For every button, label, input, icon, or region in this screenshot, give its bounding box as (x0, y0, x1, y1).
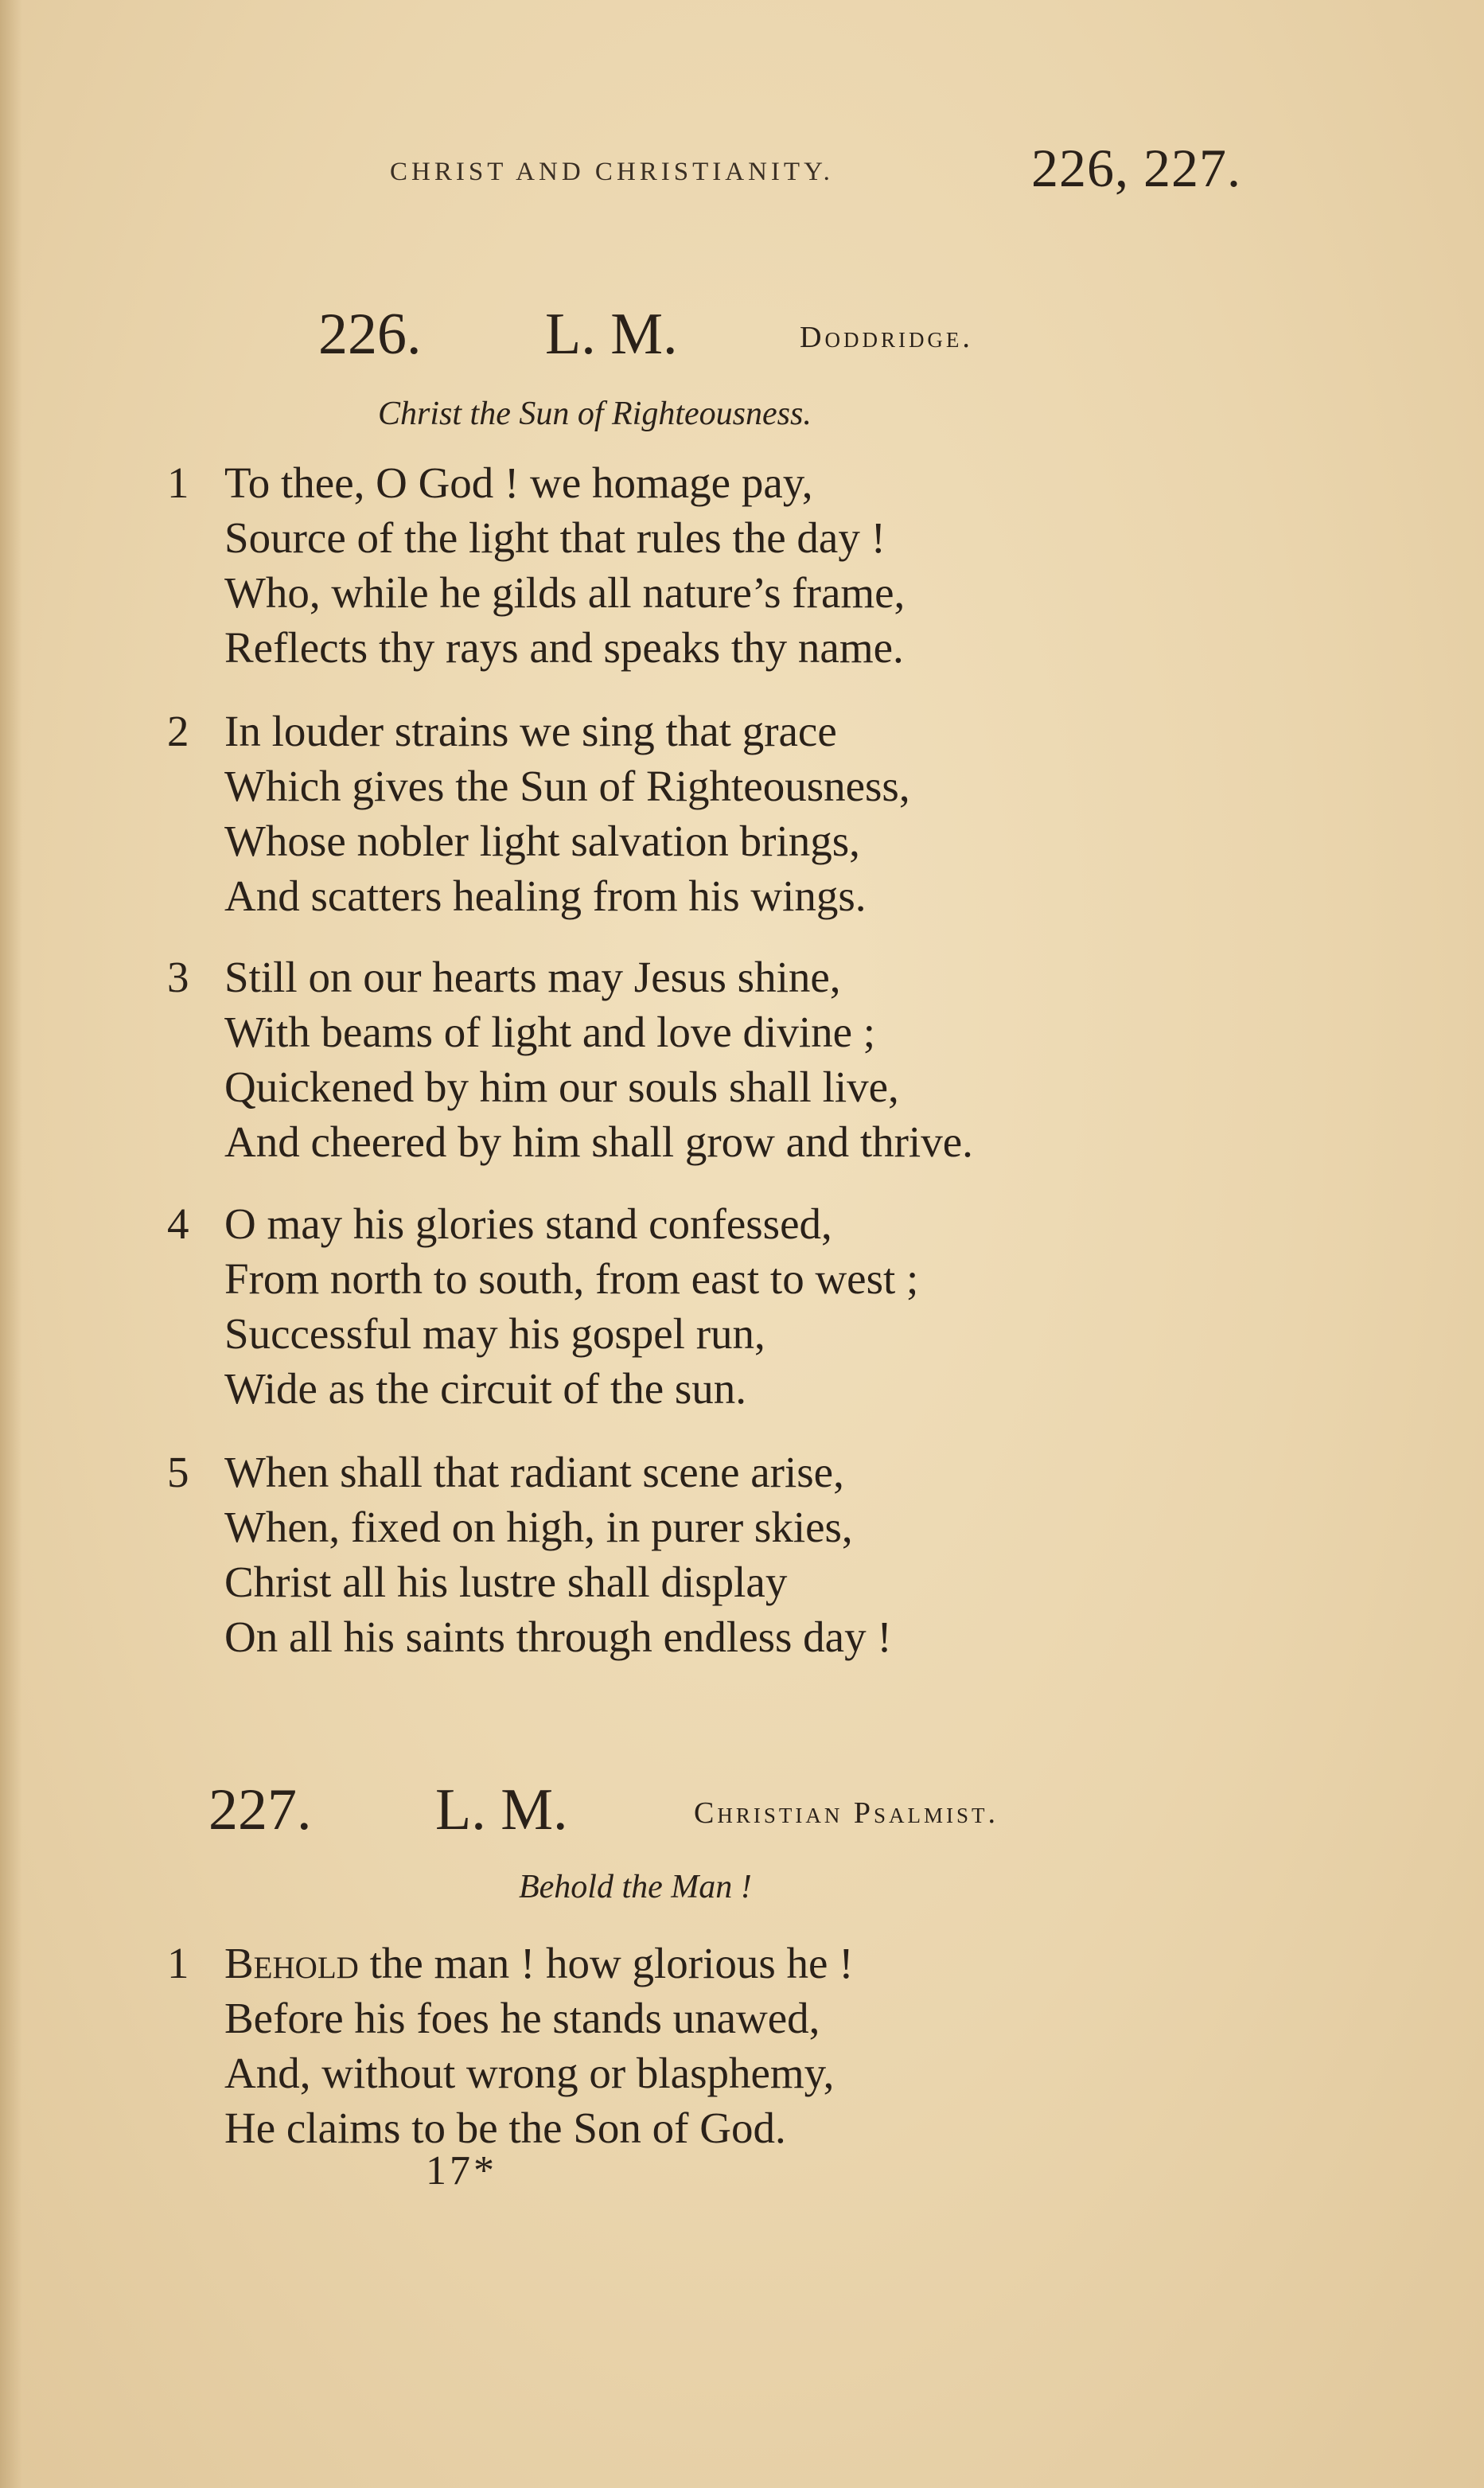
verse-line: In louder strains we sing that grace (224, 707, 837, 755)
verse-line (224, 1936, 854, 1991)
hymn-226-header (318, 301, 1114, 372)
verse-line: On all his saints through endless day ! (224, 1613, 892, 1661)
stanza-1 (167, 455, 1202, 678)
verse-line: From north to south, from east to west ; (224, 1254, 919, 1303)
stanza-5 (167, 1445, 1202, 1667)
hymn-meter: L. M. (435, 1777, 568, 1843)
stanza-3 (167, 950, 1202, 1172)
verse-line: Who, while he gilds all nature’s frame, (224, 568, 906, 617)
signature-mark: 17* (426, 2148, 497, 2194)
verse-line: Reflects thy rays and speaks thy name. (224, 623, 904, 672)
verse-line: O may his glories stand confessed, (224, 1199, 832, 1248)
stanza-number: 1 (167, 458, 189, 507)
running-head-title: CHRIST AND CHRISTIANITY. (390, 158, 834, 186)
stanza-number: 1 (167, 1939, 189, 1987)
stanza-number: 4 (167, 1199, 189, 1248)
verse-line: Quickened by him our souls shall live, (224, 1063, 899, 1111)
hymn-number: 227. (208, 1777, 312, 1843)
hymn-author: Doddridge. (800, 321, 973, 354)
stanza-2 (167, 704, 1202, 926)
verse-line: And scatters healing from his wings. (224, 872, 867, 920)
verse-line: When shall that radiant scene arise, (224, 1448, 844, 1496)
stanza-1 (167, 1936, 1202, 2158)
verse-line: With beams of light and love divine ; (224, 1008, 876, 1056)
verse-line: Wide as the circuit of the sun. (224, 1364, 747, 1413)
page-edge-shadow (0, 0, 22, 2488)
drop-word: Behold (224, 1939, 359, 1987)
hymn-meter: L. M. (545, 302, 678, 367)
hymn-226-subtitle: Christ the Sun of Righteousness. (378, 396, 812, 432)
verse-line: When, fixed on high, in purer skies, (224, 1503, 853, 1551)
verse-line: Before his foes he stands unawed, (224, 1994, 820, 2042)
hymn-227-header (208, 1776, 1195, 1848)
verse-line: Successful may his gospel run, (224, 1309, 765, 1358)
stanza-4 (167, 1196, 1202, 1419)
verse-line: Source of the light that rules the day ! (224, 513, 886, 562)
hymn-author: Christian Psalmist. (694, 1796, 999, 1830)
stanza-number: 5 (167, 1448, 189, 1496)
verse-line: He claims to be the Son of God. (224, 2104, 786, 2152)
verse-line: Still on our hearts may Jesus shine, (224, 953, 841, 1001)
running-head-page-numbers: 226, 227. (1031, 138, 1241, 198)
stanza-number: 3 (167, 953, 189, 1001)
verse-line: And cheered by him shall grow and thrive. (224, 1117, 973, 1166)
verse-line: Which gives the Sun of Righteousness, (224, 762, 910, 810)
verse-line: To thee, O God ! we homage pay, (224, 458, 813, 507)
verse-line: And, without wrong or blasphemy, (224, 2049, 835, 2097)
stanza-number: 2 (167, 707, 189, 755)
hymn-227-subtitle: Behold the Man ! (519, 1869, 752, 1905)
hymn-number: 226. (318, 302, 422, 367)
running-head (382, 135, 1249, 207)
verse-line: Whose nobler light salvation brings, (224, 817, 860, 865)
verse-line-rest: the man ! how glorious he ! (358, 1939, 854, 1987)
verse-line: Christ all his lustre shall display (224, 1558, 788, 1606)
